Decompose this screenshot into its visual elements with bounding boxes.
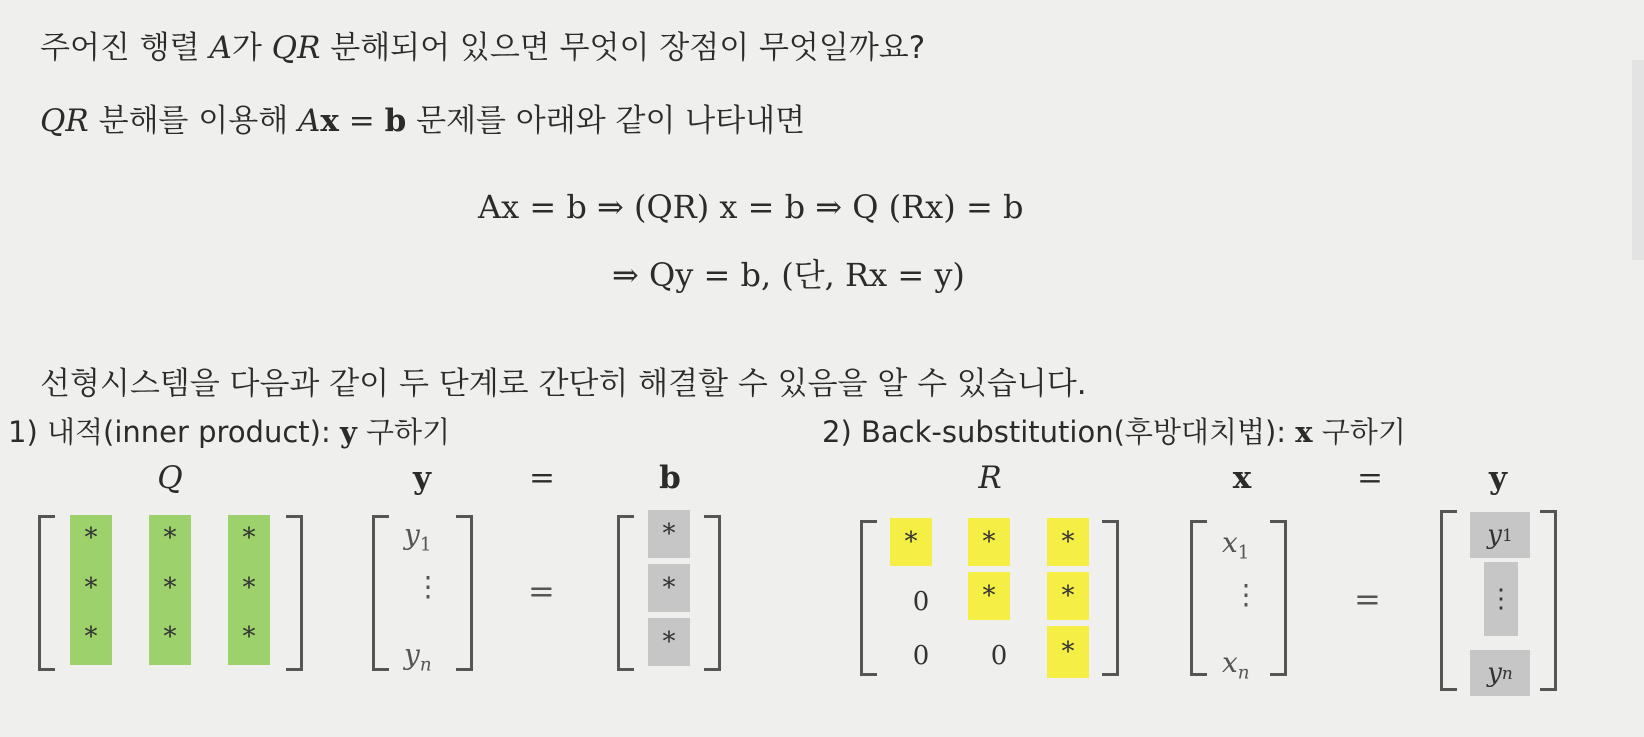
matrix-R-cell-32: 0 xyxy=(990,641,1008,671)
header-b: b xyxy=(659,460,681,496)
vector-y-right-bracket xyxy=(456,515,473,671)
math-A: A xyxy=(209,30,232,66)
vector-y-entry-dots: ⋮ xyxy=(1484,562,1518,636)
matrix-R-cell-21: 0 xyxy=(912,587,930,617)
matrix-cell: * xyxy=(242,523,256,553)
matrix-Q-right-bracket xyxy=(286,515,303,671)
matrix-R-cell-31: 0 xyxy=(912,641,930,671)
vector-b-left-bracket xyxy=(617,515,634,671)
matrix-cell: * xyxy=(163,523,177,553)
text: 1) 내적(inner product): xyxy=(8,415,340,449)
text: 구하기 xyxy=(356,415,451,449)
matrix-cell: * xyxy=(84,523,98,553)
matrix-R-cell-23: * xyxy=(1047,572,1089,620)
matrix-R-cell-22: * xyxy=(968,572,1010,620)
math-x: x xyxy=(1295,415,1313,449)
vector-y-left-bracket xyxy=(372,515,389,671)
matrix-cell: * xyxy=(242,622,256,652)
header-R: R xyxy=(978,460,1002,496)
math-b: b xyxy=(384,103,407,139)
equals-sign: = xyxy=(528,572,555,610)
text: 주어진 행렬 xyxy=(40,30,210,66)
vector-b-entry-3: * xyxy=(648,618,690,666)
vector-entry-yn: $y_n$ xyxy=(404,638,432,676)
matrix-cell: * xyxy=(163,573,177,603)
matrix-R-cell-33: * xyxy=(1047,626,1089,678)
vector-entry-y1: $y_1$ xyxy=(404,518,432,556)
step-2-title xyxy=(822,410,1406,451)
summary-text: 선형시스템을 다음과 같이 두 단계로 간단히 해결할 수 있음을 알 수 있습니다. xyxy=(40,366,1087,402)
vector-y-entry-n: y n xyxy=(1470,650,1530,696)
math-x: x xyxy=(320,103,339,139)
text: 문제를 아래와 같이 나타내면 xyxy=(406,103,806,139)
vector-b-right-bracket xyxy=(704,515,721,671)
vector-x-left-bracket xyxy=(1190,520,1207,676)
header-y: y xyxy=(412,460,431,496)
math-QR: QR xyxy=(271,30,321,66)
vector-dots: ⋮ xyxy=(1232,578,1260,611)
matrix-cell: * xyxy=(242,573,256,603)
matrix-R-left-bracket xyxy=(860,520,877,676)
text: 2) Back-substitution(후방대치법): xyxy=(822,415,1296,449)
matrix-R-cell-12: * xyxy=(968,518,1010,566)
matrix-cell: * xyxy=(84,622,98,652)
vector-x-right-bracket xyxy=(1270,520,1287,676)
equation-line-1: Ax = b ⇒ (QR) x = b ⇒ Q (Rx) = b xyxy=(478,188,1024,226)
text: 가 xyxy=(231,30,272,66)
text: 구하기 xyxy=(1312,415,1406,449)
equation-line-2: ⇒ Qy = b, (단, Rx = y) xyxy=(612,256,965,294)
scrollbar[interactable] xyxy=(1632,60,1644,260)
header-y: y xyxy=(1488,460,1507,496)
math-A: A xyxy=(298,103,321,139)
matrix-R-right-bracket xyxy=(1102,520,1119,676)
matrix-cell: * xyxy=(84,573,98,603)
vector-y-left-bracket xyxy=(1440,510,1457,691)
header-equals: = xyxy=(529,460,555,496)
equals-sign: = xyxy=(1354,580,1381,618)
header-equals: = xyxy=(1357,460,1383,496)
text: 분해를 이용해 xyxy=(88,103,299,139)
math-QR: QR xyxy=(40,103,89,139)
math-y: y xyxy=(339,415,357,449)
text: 분해되어 있으면 무엇이 장점이 무엇일까요? xyxy=(320,30,926,66)
header-Q: Q xyxy=(157,460,183,496)
vector-y-right-bracket xyxy=(1540,510,1557,691)
vector-entry-x1: $x_1$ xyxy=(1222,526,1250,564)
header-x: x xyxy=(1232,460,1252,496)
math-eq: = xyxy=(338,103,385,139)
step-1-title xyxy=(8,410,450,451)
matrix-R-cell-13: * xyxy=(1047,518,1089,566)
matrix-R-cell-11: * xyxy=(890,518,932,566)
question-line xyxy=(40,22,925,67)
vector-dots: ⋮ xyxy=(414,570,442,603)
vector-b-entry-2: * xyxy=(648,564,690,612)
matrix-cell: * xyxy=(163,622,177,652)
matrix-Q-left-bracket xyxy=(38,515,55,671)
vector-y-entry-1: y 1 xyxy=(1470,512,1530,558)
vector-entry-xn: $x_n$ xyxy=(1222,646,1250,684)
intro-line-2 xyxy=(40,95,805,140)
vector-b-entry-1: * xyxy=(648,510,690,558)
